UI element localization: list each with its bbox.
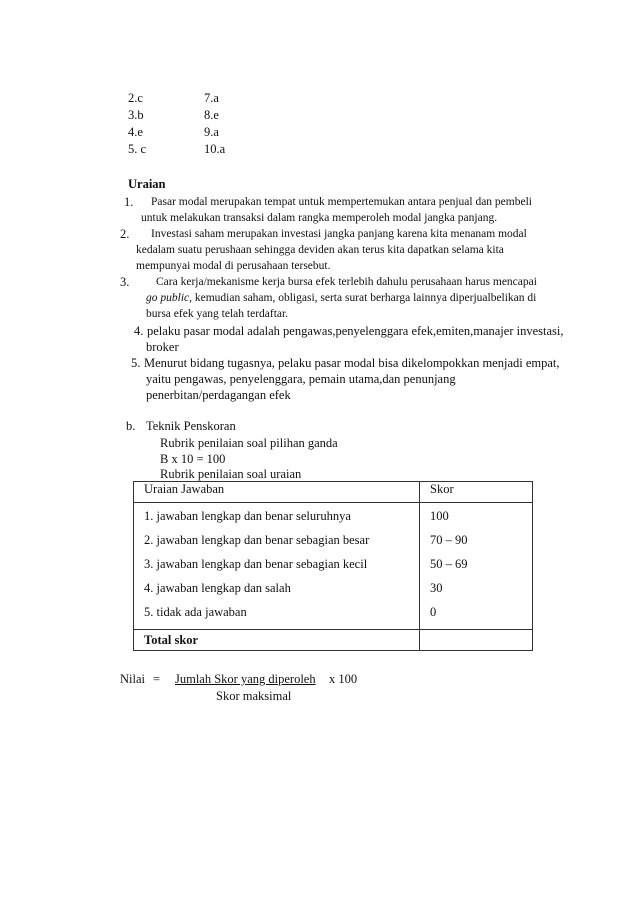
- formula-numerator: Jumlah Skor yang diperoleh: [175, 672, 316, 686]
- header-cell: Skor: [420, 482, 533, 503]
- section-title: Teknik Penskoran: [146, 419, 236, 433]
- item-text: Cara kerja/mekanisme kerja bursa efek terlebih dahulu perusahaan harus mencapai: [156, 276, 537, 288]
- item-text: mempunyai modal di perusahaan tersebut.: [136, 260, 331, 272]
- item-text: yaitu pengawas, penyelenggara, pemain utama,dan penunjang: [146, 372, 456, 386]
- item-number: 1.: [124, 195, 134, 209]
- score-cell: [420, 503, 533, 630]
- table-total-row: [134, 630, 533, 651]
- table-row: [134, 503, 533, 630]
- item-text: untuk melakukan transaksi dalam rangka memperoleh modal jangka panjang.: [141, 212, 498, 224]
- item-text: kedalam suatu perushaan sehingga deviden akan terus kita dapatkan selama kita: [136, 244, 504, 256]
- answer-key-left: 3.b: [128, 108, 144, 122]
- equals-sign: =: [153, 672, 161, 686]
- rubric-score: 30: [430, 581, 443, 595]
- item-number: 5.: [131, 356, 141, 370]
- answer-key-right: 10.a: [204, 142, 226, 156]
- rubric-score: 50 – 69: [430, 557, 468, 571]
- answer-key-right: 9.a: [204, 125, 219, 139]
- rubric-desc: 1. jawaban lengkap dan benar seluruhnya: [144, 509, 351, 523]
- item-text: Pasar modal merupakan tempat untuk mempertemukan antara penjual dan pembeli: [151, 196, 532, 208]
- item-text: bursa efek yang telah terdaftar.: [146, 308, 289, 320]
- item-text: broker: [146, 340, 179, 354]
- uraian-heading: Uraian: [128, 177, 166, 191]
- pg-formula: B x 10 = 100: [160, 452, 226, 466]
- answer-key-right: 8.e: [204, 108, 219, 122]
- item-text-italic: go public: [146, 292, 190, 304]
- item-number: 4.: [134, 324, 144, 338]
- table-header-row: [134, 482, 533, 503]
- rubric-desc: 3. jawaban lengkap dan benar sebagian kecil: [144, 557, 368, 571]
- rubric-desc: 2. jawaban lengkap dan benar sebagian besar: [144, 533, 370, 547]
- item-text: pelaku pasar modal adalah pengawas,penyelenggara efek,emiten,manajer investasi,: [147, 324, 564, 338]
- formula-denominator: Skor maksimal: [216, 689, 292, 703]
- header-cell: Uraian Jawaban: [134, 482, 420, 503]
- rubric-desc: 4. jawaban lengkap dan salah: [144, 581, 291, 595]
- total-value: [420, 630, 533, 651]
- item-text: penerbitan/perdagangan efek: [146, 388, 291, 402]
- rubric-table: [133, 481, 533, 651]
- rubric-score: 0: [430, 605, 437, 619]
- desc-cell: [134, 503, 420, 630]
- nilai-label: Nilai: [120, 672, 145, 686]
- uraian-rubric-title: Rubrik penilaian soal uraian: [160, 467, 302, 481]
- pg-rubric-title: Rubrik penilaian soal pilihan ganda: [160, 436, 338, 450]
- rubric-score: 70 – 90: [430, 533, 468, 547]
- section-label: b.: [126, 419, 136, 433]
- formula-multiplier: x 100: [329, 672, 358, 686]
- rubric-score: 100: [430, 509, 449, 523]
- item-text: Investasi saham merupakan investasi jangka panjang karena kita menanam modal: [151, 228, 527, 240]
- answer-key-right: 7.a: [204, 91, 219, 105]
- item-text: , kemudian saham, obligasi, serta surat berharga lainnya diperjualbelikan di: [189, 292, 537, 304]
- answer-key-left: 5. c: [128, 142, 147, 156]
- answer-key-left: 2.c: [128, 91, 143, 105]
- item-text: Menurut bidang tugasnya, pelaku pasar modal bisa dikelompokkan menjadi empat,: [144, 356, 560, 370]
- rubric-desc: 5. tidak ada jawaban: [144, 605, 247, 619]
- item-number: 2.: [120, 227, 130, 241]
- answer-key-left: 4.e: [128, 125, 143, 139]
- total-label: Total skor: [134, 630, 420, 651]
- item-number: 3.: [120, 275, 130, 289]
